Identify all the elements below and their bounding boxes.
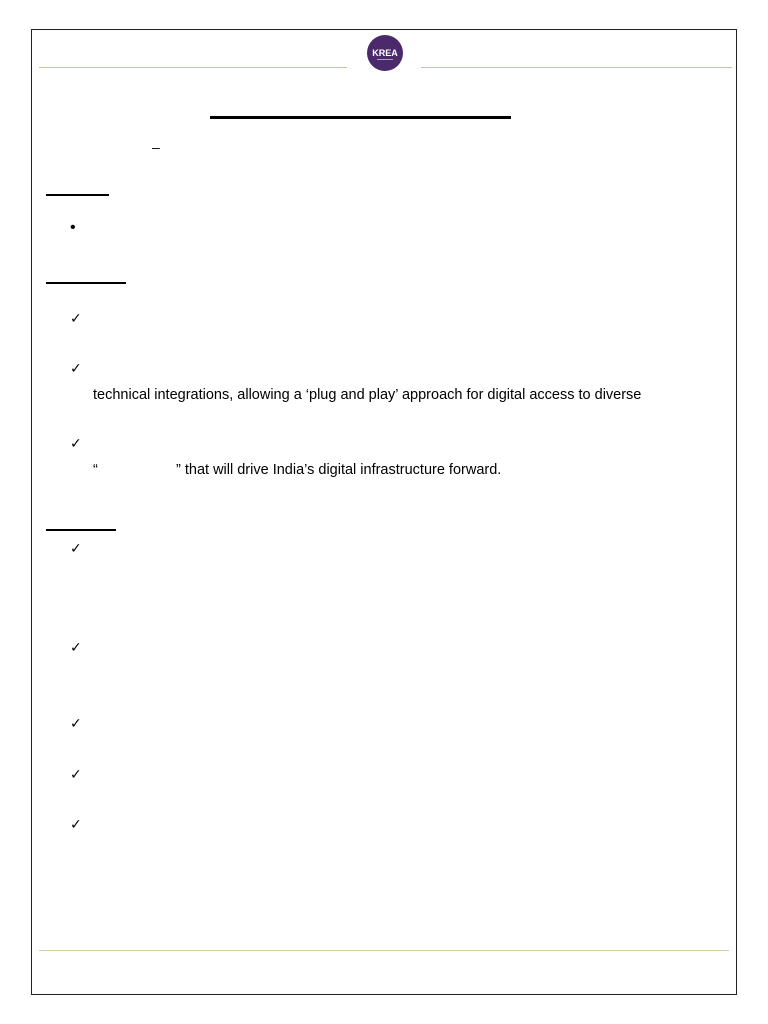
text-line-plug-and-play: technical integrations, allowing a ‘plug and play’ approach for digital access to diverse xyxy=(93,387,642,403)
krea-logo xyxy=(366,34,404,72)
logo-text: KREA xyxy=(372,48,398,58)
check-icon: ✓ xyxy=(70,766,82,782)
section-2-underline xyxy=(46,282,126,284)
text-line-infrastructure: ” that will drive India’s digital infrastructure forward. xyxy=(176,462,502,478)
title-underline xyxy=(210,116,511,119)
footer-line xyxy=(39,950,729,951)
check-icon: ✓ xyxy=(70,435,82,451)
check-icon: ✓ xyxy=(70,639,82,655)
section-3-underline xyxy=(46,529,116,531)
page-border xyxy=(31,29,737,995)
check-icon: ✓ xyxy=(70,715,82,731)
check-icon: ✓ xyxy=(70,360,82,376)
intro-dash: – xyxy=(152,139,160,155)
header-line-right xyxy=(421,67,732,68)
check-icon: ✓ xyxy=(70,816,82,832)
open-quote: “ xyxy=(93,462,98,478)
check-icon: ✓ xyxy=(70,310,82,326)
section-1-underline xyxy=(46,194,109,196)
bullet: • xyxy=(70,219,76,236)
check-icon: ✓ xyxy=(70,540,82,556)
header-line-left xyxy=(39,67,347,68)
